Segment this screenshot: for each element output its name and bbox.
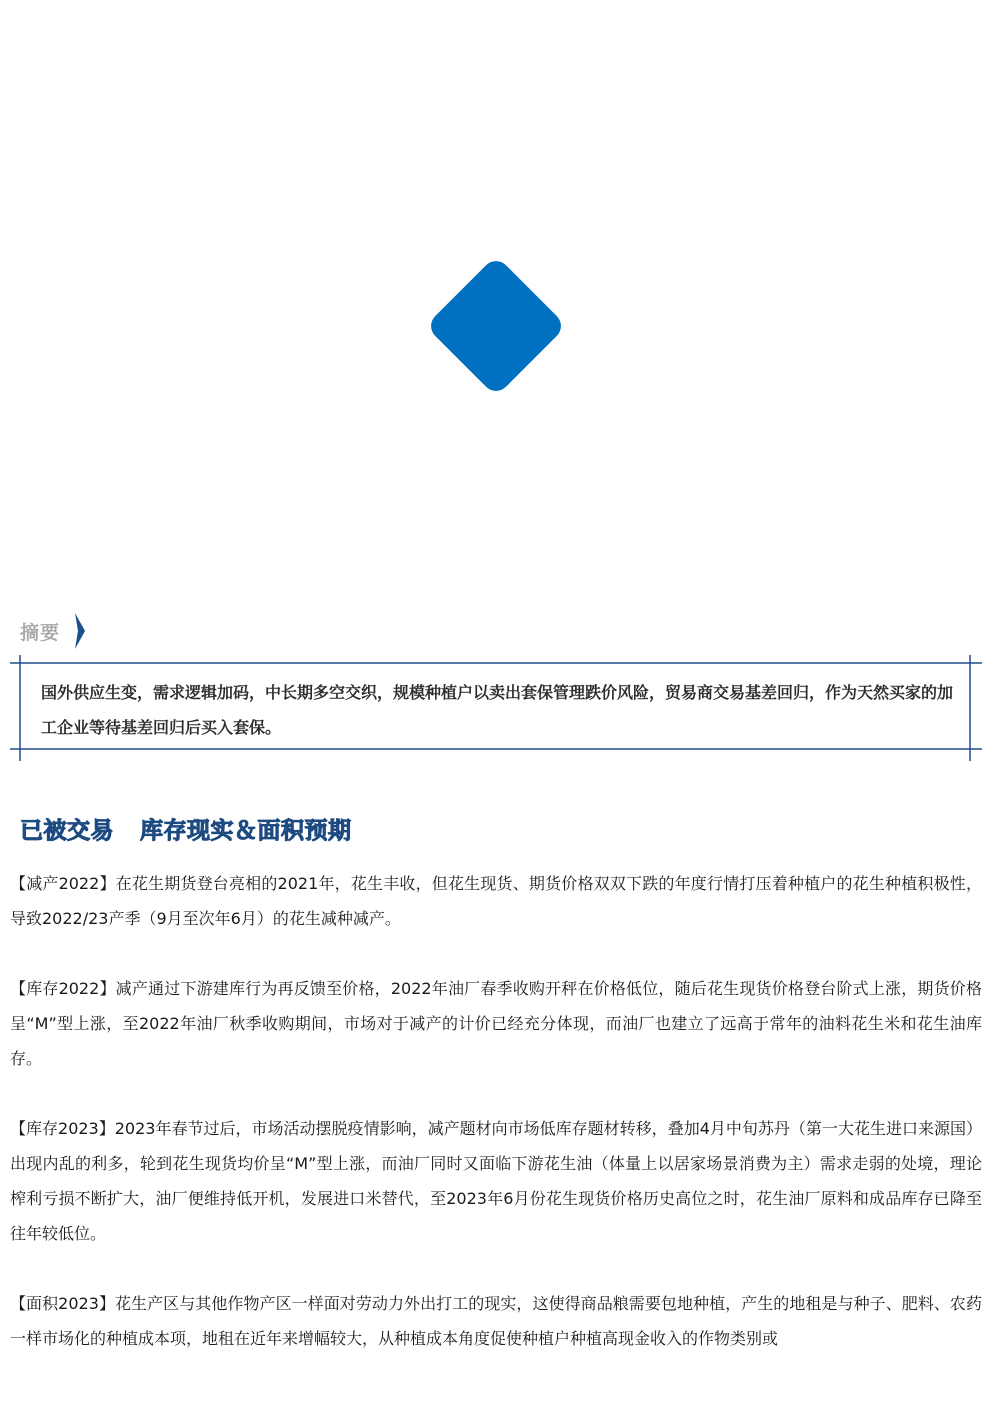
summary-header bbox=[20, 611, 86, 651]
summary-box bbox=[10, 655, 982, 761]
summary-label: 摘要 bbox=[20, 621, 61, 644]
paragraph-inventory-2023: 【库存2023】2023年春节过后，市场活动摆脱疫情影响，减产题材向市场低库存题材转移，叠加4月中旬苏丹（第一大花生进口来源国）出现内乱的利多，轮到花生现货均价呈“M”型上涨，而油厂同时又面临下游花生油（体量上以居家场景消费为主）需求走弱的处境，理论榨利亏损不断扩大，油厂便维持低开机，发展进口米替代，至2023年6月份花生现货价格历史高位之时，花生油厂原料和成品库存已降至往年较低位。 bbox=[10, 1119, 982, 1243]
section-title-part2: 库存现实＆面积预期 bbox=[140, 817, 352, 844]
paragraph-inventory-2022: 【库存2022】减产通过下游建库行为再反馈至价格，2022年油厂春季收购开秤在价格低位，随后花生现货价格登台阶式上涨，期货价格呈“M”型上涨，至2022年油厂秋季收购期间，市场对于减产的计价已经充分体现，而油厂也建立了远高于常年的油料花生米和花生油库存。 bbox=[10, 979, 982, 1068]
paragraph-area-2023: 【面积2023】花生产区与其他作物产区一样面对劳动力外出打工的现实，这使得商品粮需要包地种植，产生的地租是与种子、肥料、农药一样市场化的种植成本项，地租在近年来增幅较大，从种植成本角度促使种植户种植高现金收入的作物类别或 bbox=[10, 1294, 982, 1348]
section-title-part1: 已被交易 bbox=[20, 817, 114, 844]
section-title bbox=[20, 808, 352, 848]
paragraph-reduction-2022: 【减产2022】在花生期货登台亮相的2021年，花生丰收，但花生现货、期货价格双双下跌的年度行情打压着种植户的花生种植积极性，导致2022/23产季（9月至次年6月）的花生减种减产。 bbox=[10, 874, 982, 928]
blue-diamond-icon bbox=[425, 255, 567, 397]
summary-text: 国外供应生变，需求逻辑加码，中长期多空交织，规模种植户以卖出套保管理跌价风险，贸易商交易基差回归，作为天然买家的加工企业等待基差回归后买入套保。 bbox=[41, 683, 954, 737]
arrow-right-icon bbox=[74, 611, 86, 651]
